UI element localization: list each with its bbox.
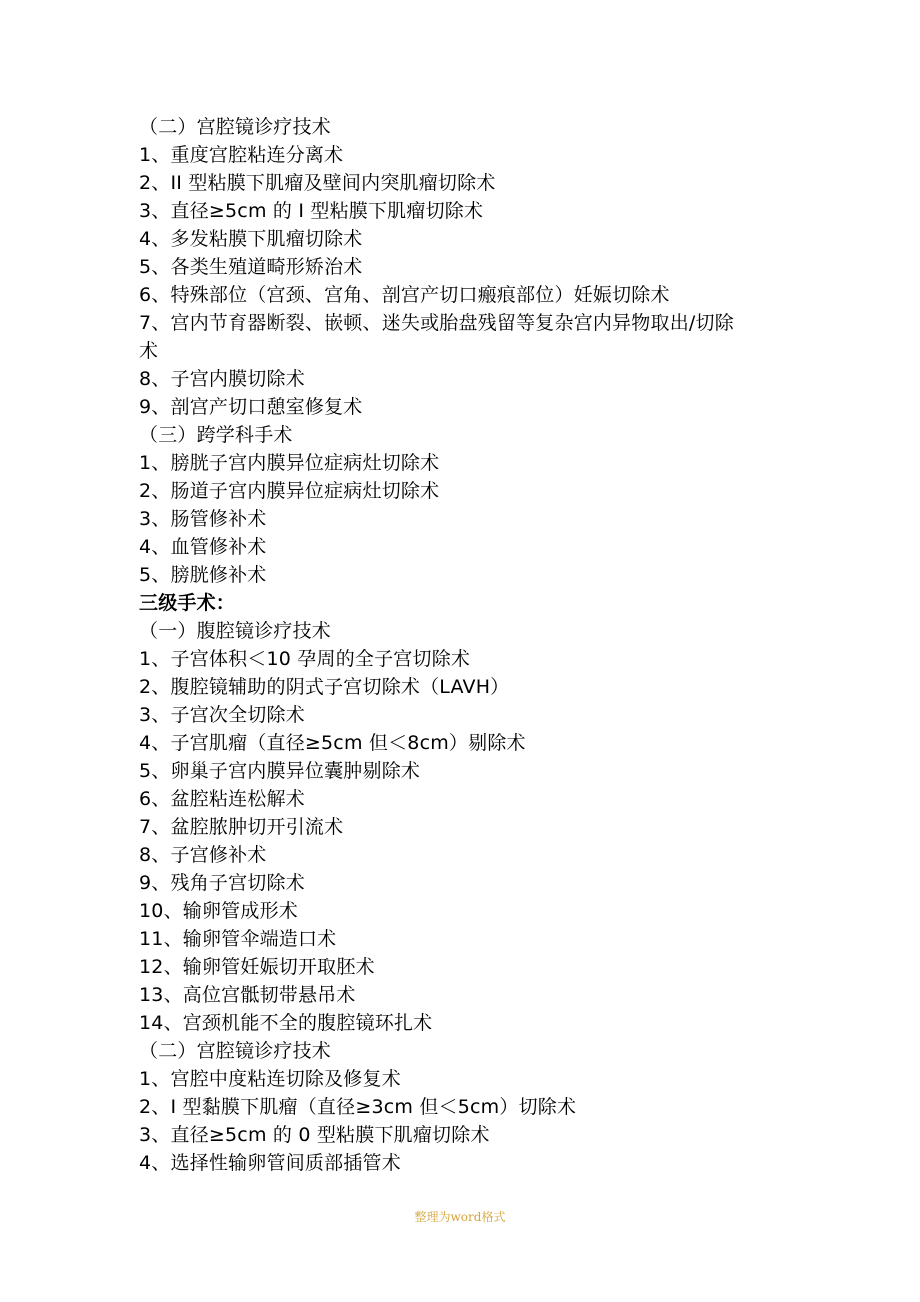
document-line: 1、宫腔中度粘连切除及修复术 <box>139 1068 401 1090</box>
document-line: 9、剖宫产切口憩室修复术 <box>139 396 363 418</box>
document-line: 9、残角子宫切除术 <box>139 872 305 894</box>
document-line: 11、输卵管伞端造口术 <box>139 928 337 950</box>
document-line: 5、各类生殖道畸形矫治术 <box>139 256 363 278</box>
document-line: 6、特殊部位（宫颈、宫角、剖宫产切口瘢痕部位）妊娠切除术 <box>139 284 670 306</box>
document-line: （三）跨学科手术 <box>139 424 293 446</box>
document-line: 8、子宫修补术 <box>139 844 267 866</box>
document-line: 12、输卵管妊娠切开取胚术 <box>139 956 375 978</box>
document-line: 7、盆腔脓肿切开引流术 <box>139 816 344 838</box>
document-line: 7、宫内节育器断裂、嵌顿、迷失或胎盘残留等复杂宫内异物取出/切除术 <box>139 312 734 362</box>
document-body <box>139 113 749 1177</box>
document-line: 4、子宫肌瘤（直径≥5cm 但＜8cm）剔除术 <box>139 732 526 754</box>
document-line: 2、II 型粘膜下肌瘤及壁间内突肌瘤切除术 <box>139 172 496 194</box>
document-line: 2、肠道子宫内膜异位症病灶切除术 <box>139 480 440 502</box>
document-line: 10、输卵管成形术 <box>139 900 298 922</box>
document-line: 4、选择性输卵管间质部插管术 <box>139 1152 401 1174</box>
document-line: （二）宫腔镜诊疗技术 <box>139 116 332 138</box>
document-line: （二）宫腔镜诊疗技术 <box>139 1040 332 1062</box>
document-line: 3、子宫次全切除术 <box>139 704 305 726</box>
section-heading: 三级手术： <box>139 592 236 614</box>
document-line: 3、直径≥5cm 的 0 型粘膜下肌瘤切除术 <box>139 1124 490 1146</box>
document-line: 4、多发粘膜下肌瘤切除术 <box>139 228 363 250</box>
document-line: （一）腹腔镜诊疗技术 <box>139 620 332 642</box>
document-line: 5、卵巢子宫内膜异位囊肿剔除术 <box>139 760 421 782</box>
document-line: 3、直径≥5cm 的 I 型粘膜下肌瘤切除术 <box>139 200 484 222</box>
document-line: 5、膀胱修补术 <box>139 564 267 586</box>
document-line: 2、I 型黏膜下肌瘤（直径≥3cm 但＜5cm）切除术 <box>139 1096 577 1118</box>
document-line: 8、子宫内膜切除术 <box>139 368 305 390</box>
document-line: 1、重度宫腔粘连分离术 <box>139 144 344 166</box>
document-line: 14、宫颈机能不全的腹腔镜环扎术 <box>139 1012 433 1034</box>
document-line: 1、膀胱子宫内膜异位症病灶切除术 <box>139 452 440 474</box>
document-line: 4、血管修补术 <box>139 536 267 558</box>
document-line: 13、高位宫骶韧带悬吊术 <box>139 984 356 1006</box>
document-line: 3、肠管修补术 <box>139 508 267 530</box>
document-line: 2、腹腔镜辅助的阴式子宫切除术（LAVH） <box>139 676 510 698</box>
document-line: 6、盆腔粘连松解术 <box>139 788 305 810</box>
document-line: 1、子宫体积＜10 孕周的全子宫切除术 <box>139 648 471 670</box>
footer-note: 整理为word格式 <box>414 1210 506 1224</box>
